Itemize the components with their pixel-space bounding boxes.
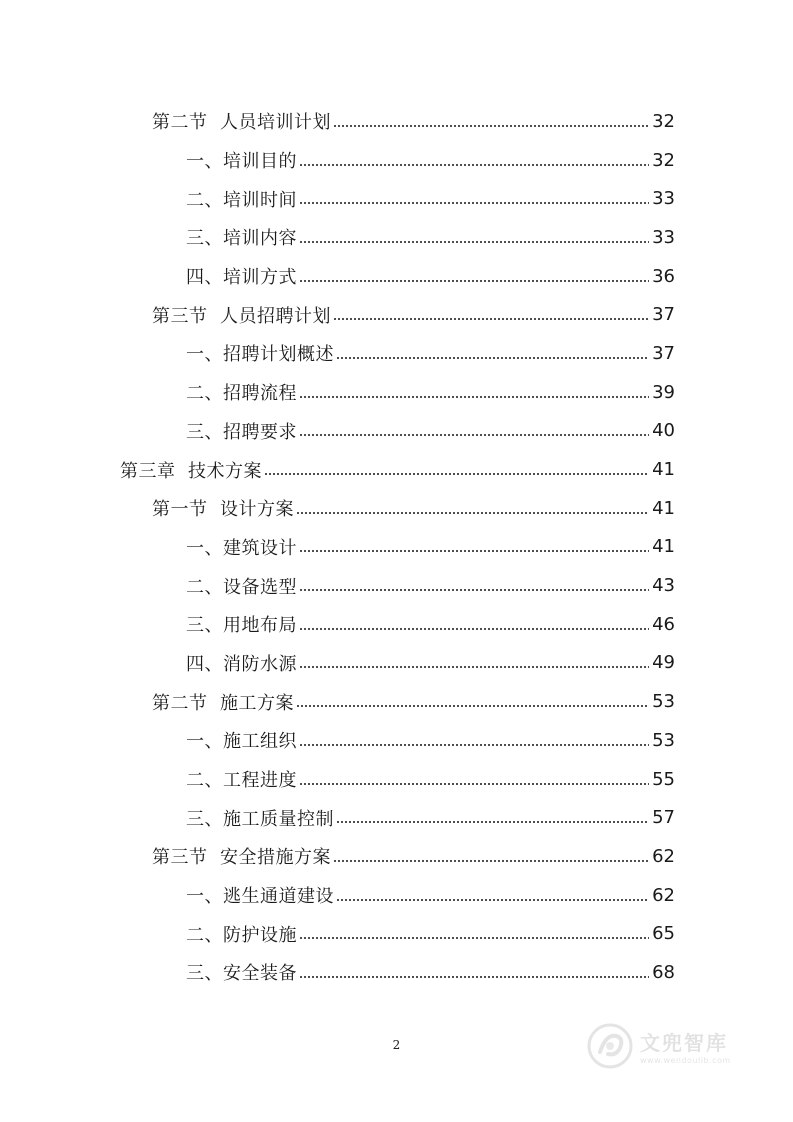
toc-entry-page: 46 bbox=[652, 613, 675, 635]
watermark-name: 文兜智库 bbox=[640, 1031, 728, 1055]
toc-entry-page: 39 bbox=[652, 381, 675, 403]
toc-entry[interactable] bbox=[0, 798, 793, 837]
dot-leader bbox=[299, 666, 649, 668]
toc-entry-label: 三、培训内容 bbox=[186, 228, 297, 250]
dot-leader bbox=[299, 164, 649, 166]
dot-leader bbox=[299, 434, 649, 436]
table-of-contents bbox=[0, 102, 793, 992]
dot-leader bbox=[333, 125, 649, 127]
toc-entry-label: 二、防护设施 bbox=[186, 924, 297, 946]
wendou-logo-icon bbox=[586, 1022, 634, 1070]
dot-leader bbox=[333, 318, 649, 320]
toc-entry[interactable] bbox=[0, 953, 793, 992]
toc-entry-page: 33 bbox=[652, 188, 675, 210]
dot-leader bbox=[299, 937, 649, 939]
dot-leader bbox=[299, 550, 649, 552]
toc-entry[interactable] bbox=[0, 721, 793, 760]
page-number: 2 bbox=[392, 1038, 401, 1052]
dot-leader bbox=[264, 473, 649, 475]
toc-entry-label: 一、招聘计划概述 bbox=[186, 344, 334, 366]
dot-leader bbox=[299, 396, 649, 398]
dot-leader bbox=[336, 899, 649, 901]
dot-leader bbox=[299, 783, 649, 785]
toc-entry[interactable] bbox=[0, 295, 793, 334]
toc-entry[interactable] bbox=[0, 876, 793, 915]
toc-entry[interactable] bbox=[0, 566, 793, 605]
toc-entry-page: 53 bbox=[652, 729, 675, 751]
toc-entry[interactable] bbox=[0, 412, 793, 451]
watermark bbox=[586, 1020, 766, 1072]
toc-entry-label: 一、施工组织 bbox=[186, 731, 297, 753]
dot-leader bbox=[299, 976, 649, 978]
dot-leader bbox=[336, 821, 649, 823]
toc-entry-page: 57 bbox=[652, 807, 675, 829]
toc-entry-page: 33 bbox=[652, 226, 675, 248]
dot-leader bbox=[296, 512, 649, 514]
toc-list bbox=[0, 102, 793, 992]
toc-entry[interactable] bbox=[0, 528, 793, 567]
toc-entry-page: 37 bbox=[652, 304, 675, 326]
toc-entry-page: 37 bbox=[652, 342, 675, 364]
dot-leader bbox=[299, 280, 649, 282]
toc-entry-label: 三、安全装备 bbox=[186, 963, 297, 985]
toc-entry[interactable] bbox=[0, 489, 793, 528]
toc-entry[interactable] bbox=[0, 102, 793, 141]
toc-entry-page: 43 bbox=[652, 575, 675, 597]
toc-entry-label: 第三节 安全措施方案 bbox=[152, 847, 331, 869]
toc-entry-label: 二、培训时间 bbox=[186, 189, 297, 211]
toc-entry-page: 41 bbox=[652, 459, 675, 481]
toc-entry-page: 32 bbox=[652, 149, 675, 171]
toc-entry-label: 二、工程进度 bbox=[186, 770, 297, 792]
toc-entry-label: 四、培训方式 bbox=[186, 267, 297, 289]
toc-entry-page: 68 bbox=[652, 961, 675, 983]
dot-leader bbox=[336, 357, 649, 359]
toc-entry-label: 一、逃生通道建设 bbox=[186, 886, 334, 908]
toc-entry[interactable] bbox=[0, 914, 793, 953]
toc-entry[interactable] bbox=[0, 141, 793, 180]
toc-entry-label: 三、用地布局 bbox=[186, 615, 297, 637]
dot-leader bbox=[296, 705, 649, 707]
toc-entry[interactable] bbox=[0, 218, 793, 257]
toc-entry-label: 第二节 施工方案 bbox=[152, 692, 294, 714]
dot-leader bbox=[299, 589, 649, 591]
toc-entry-page: 65 bbox=[652, 923, 675, 945]
toc-entry[interactable] bbox=[0, 682, 793, 721]
toc-entry-label: 第三节 人员招聘计划 bbox=[152, 305, 331, 327]
toc-entry-page: 49 bbox=[652, 652, 675, 674]
dot-leader bbox=[333, 860, 649, 862]
toc-entry-page: 36 bbox=[652, 265, 675, 287]
toc-entry-label: 四、消防水源 bbox=[186, 653, 297, 675]
toc-entry-page: 41 bbox=[652, 497, 675, 519]
dot-leader bbox=[299, 744, 649, 746]
toc-entry[interactable] bbox=[0, 450, 793, 489]
toc-entry[interactable] bbox=[0, 179, 793, 218]
toc-entry-page: 32 bbox=[652, 110, 675, 132]
toc-entry-label: 第一节 设计方案 bbox=[152, 499, 294, 521]
toc-entry-label: 三、招聘要求 bbox=[186, 421, 297, 443]
toc-entry-label: 第三章 技术方案 bbox=[120, 460, 262, 482]
dot-leader bbox=[299, 241, 649, 243]
toc-entry[interactable] bbox=[0, 334, 793, 373]
toc-entry[interactable] bbox=[0, 257, 793, 296]
toc-entry-page: 55 bbox=[652, 768, 675, 790]
toc-entry-label: 一、培训目的 bbox=[186, 151, 297, 173]
toc-entry-label: 二、招聘流程 bbox=[186, 383, 297, 405]
watermark-text bbox=[640, 1027, 731, 1065]
dot-leader bbox=[299, 628, 649, 630]
toc-entry[interactable] bbox=[0, 373, 793, 412]
toc-entry-label: 一、建筑设计 bbox=[186, 537, 297, 559]
toc-entry-page: 62 bbox=[652, 845, 675, 867]
toc-entry[interactable] bbox=[0, 760, 793, 799]
watermark-url: www.wendoulib.com bbox=[640, 1056, 731, 1065]
toc-entry-label: 第二节 人员培训计划 bbox=[152, 112, 331, 134]
toc-entry-label: 二、设备选型 bbox=[186, 576, 297, 598]
toc-entry[interactable] bbox=[0, 837, 793, 876]
toc-entry-page: 40 bbox=[652, 420, 675, 442]
toc-entry[interactable] bbox=[0, 605, 793, 644]
toc-entry-page: 41 bbox=[652, 536, 675, 558]
toc-entry[interactable] bbox=[0, 644, 793, 683]
toc-entry-label: 三、施工质量控制 bbox=[186, 808, 334, 830]
toc-entry-page: 53 bbox=[652, 691, 675, 713]
dot-leader bbox=[299, 202, 649, 204]
toc-entry-page: 62 bbox=[652, 884, 675, 906]
